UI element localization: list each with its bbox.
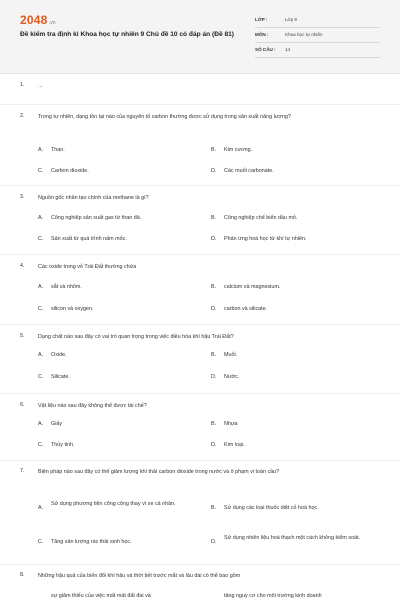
meta-class-row [255, 14, 380, 28]
option-letter: A. [38, 505, 44, 511]
option-letter: A. [38, 421, 44, 427]
option-text: Sử dụng nhiên liệu hoá thạch một cách không kiểm soát. [224, 535, 361, 541]
option-text: Công nghiệp chế biến dầu mỏ. [224, 215, 298, 221]
option-letter: B. [211, 284, 217, 290]
option-letter: C. [38, 168, 44, 174]
meta-value: Lớp 9 [285, 17, 297, 22]
logo-suffix: .vn [48, 20, 56, 26]
meta-value: 14 [285, 47, 291, 52]
meta-value: Khoa học tự nhiên [285, 32, 323, 37]
option-text: tăng nguy cơ cho môi trường kinh doanh [224, 593, 322, 599]
divider [0, 254, 400, 255]
option-text: Sử dụng phương tiện công cộng thay vì xe cá nhân. [51, 501, 176, 507]
page-title: Đề kiểm tra định kì Khoa học tự nhiên 9 Chủ đề 10 có đáp án (Đề 81) [20, 31, 234, 38]
option-letter: B. [211, 215, 217, 221]
option-letter: B. [211, 421, 217, 427]
option-letter: B. [211, 352, 217, 358]
divider [0, 104, 400, 105]
option-text: Than. [51, 147, 65, 153]
option-letter: C. [38, 539, 44, 545]
option-text: carbon và silicate. [224, 306, 268, 312]
option-text: Phản ứng hoá học từ khí tự nhiên. [224, 236, 307, 242]
option-text: Kim cương. [224, 147, 253, 153]
option-letter: D. [211, 168, 217, 174]
divider [0, 185, 400, 186]
logo-text: 2048 [20, 13, 48, 27]
option-letter: D. [211, 442, 217, 448]
option-text: Carbon dioxide. [51, 168, 89, 174]
option-text: Oxide. [51, 352, 67, 358]
option-letter: C. [38, 306, 44, 312]
question-text: Những hậu quả của biến đổi khí hậu và thời tiết trước mắt và lâu dài có thể bao gồm [38, 573, 241, 579]
option-text: Muối. [224, 352, 238, 358]
option-letter: A. [38, 147, 44, 153]
meta-label: MÔN : [255, 32, 269, 37]
option-text: Nước. [224, 374, 240, 380]
option-letter: A. [38, 352, 44, 358]
option-text: Kim loại. [224, 442, 245, 448]
option-letter: D. [211, 236, 217, 242]
option-letter: A. [38, 284, 44, 290]
question-number: 4. [20, 263, 25, 269]
divider [0, 324, 400, 325]
option-text: sắt và nhôm. [51, 284, 82, 290]
option-letter: D. [211, 539, 217, 545]
question-text: Dạng chất nào sau đây có vai trò quan trọng trong việc điều hòa khí hậu Trái Đất? [38, 334, 234, 340]
option-letter: B. [211, 147, 217, 153]
question-text: Trong tự nhiên, dạng tồn tại nào của nguyên tố carbon thường được sử dụng trong sản xuất năng lượng? [38, 114, 291, 120]
question-number: 5. [20, 333, 25, 339]
option-text: Silicate. [51, 374, 70, 380]
option-text: silicon và oxygen. [51, 306, 94, 312]
option-text: Công nghiệp sản xuất gas từ than đá. [51, 215, 142, 221]
question-number: 1. [20, 82, 25, 88]
question-number: 3. [20, 194, 25, 200]
option-letter: D. [211, 306, 217, 312]
option-letter: C. [38, 442, 44, 448]
option-text: Các muối carbonate. [224, 168, 274, 174]
option-letter: D. [211, 374, 217, 380]
option-text: Tăng sản lượng rác thải sinh học. [51, 539, 132, 545]
option-text: Sản xuất từ quá trình nấm mốc. [51, 236, 127, 242]
divider [0, 460, 400, 461]
option-text: sự giảm thiểu của việc mất mát đất đai và [51, 593, 151, 599]
meta-count-row [255, 44, 380, 58]
meta-label: SỐ CÂU : [255, 47, 276, 52]
question-text: Biện pháp nào sau đây có thể giảm lượng khí thải carbon dioxide trong nước và ô phạm vi toàn cầu? [38, 469, 280, 475]
option-text: Nhựa [224, 421, 238, 427]
option-text: Giấy [51, 421, 63, 427]
divider [0, 393, 400, 394]
question-number: 6. [20, 402, 25, 408]
option-letter: C. [38, 236, 44, 242]
option-letter: C. [38, 374, 44, 380]
question-text: Vật liệu nào sau đây không thể được tái chế? [38, 403, 147, 409]
question-text: ... [38, 83, 43, 89]
site-logo[interactable] [20, 13, 56, 27]
option-letter: B. [211, 505, 217, 511]
meta-label: LỚP : [255, 17, 268, 22]
divider [0, 564, 400, 565]
option-letter: A. [38, 215, 44, 221]
page-header [0, 0, 400, 74]
option-text: Thủy tinh. [51, 442, 75, 448]
meta-subject-row [255, 29, 380, 43]
question-text: Các oxide trong vỏ Trái Đất thường chứa [38, 264, 137, 270]
question-number: 7. [20, 468, 25, 474]
question-number: 8. [20, 572, 25, 578]
question-text: Nguồn gốc nhân tạo chính của methane là gì? [38, 195, 149, 201]
option-text: calcium và magnesium. [224, 284, 281, 290]
question-number: 2. [20, 113, 25, 119]
option-text: Sử dụng các loại thuốc diệt cỏ hoá học. [224, 505, 319, 511]
